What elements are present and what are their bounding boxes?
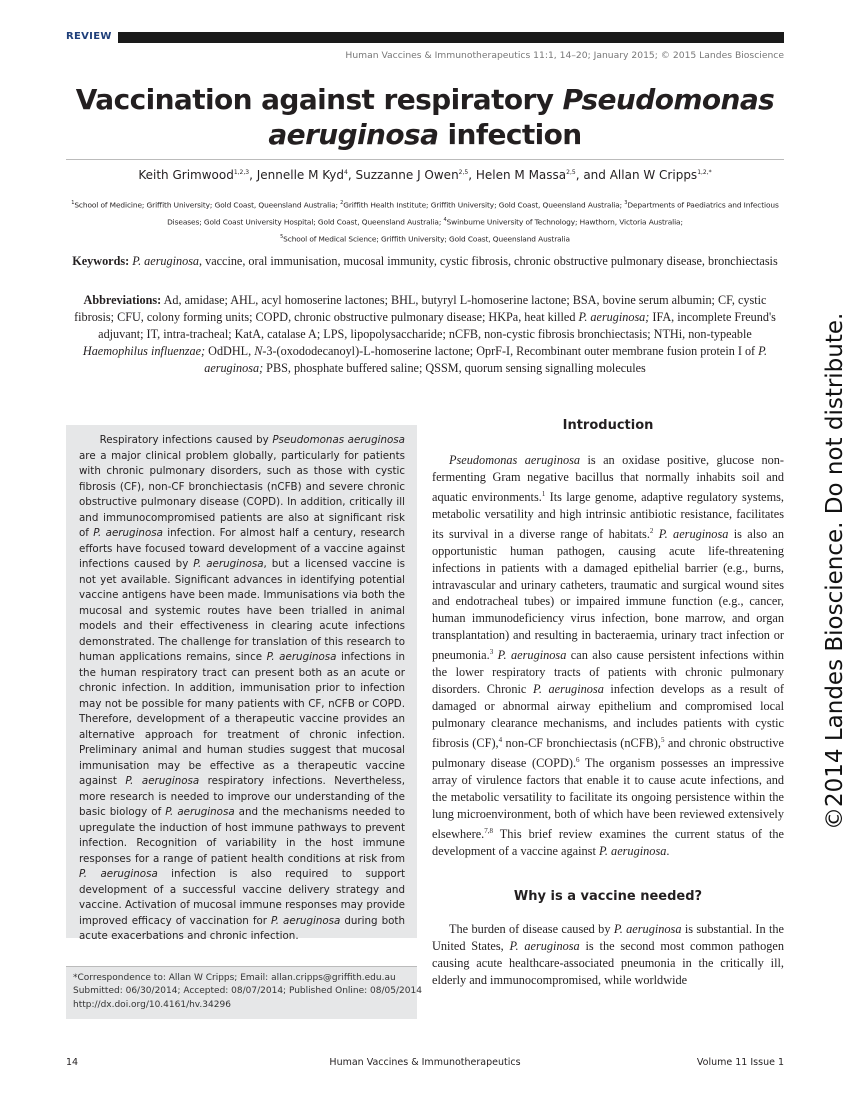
footer-volume: Volume 11 Issue 1 bbox=[696, 1057, 784, 1068]
affiliation-list: $^1$School of Medicine; Griffith University; Gold Coast, Queensland Australia; $^2$Griffith Health Institute; Griffith University; Gold Coast, Queensland Australia; $^3$Departments of Paediatrics and Infectious Diseases; Gold Coast University Hospital; Gold Coast, Queensland Australia; $^4$Swinburne University of Technology; Hawthorn, Victoria Australia; $^5$School of Medical Science; Griffith University; Gold Coast, Queensland Australia bbox=[71, 200, 779, 243]
main-column bbox=[432, 418, 784, 989]
introduction-paragraph: Pseudomonas aeruginosa is an oxidase positive, glucose non-fermenting Gram negative bacillus that normally inhabits soil and aquatic environments.$^1$ Its large genome, adaptive regulatory systems, metabolic versatility and high intrinsic antibiotic resistance, facilitates its survival in a diverse range of habitats.$^2$ P. aeruginosa is also an opportunistic human pathogen, causing acute life-threatening infections in patients with a damaged epithelial barrier (e.g., burns, intravascular and urinary catheters, traumatic and surgical wound sites and endotracheal tubes) or impaired immune function (e.g., cancer, human immunodeficiency virus infection, bone marrow, and organ transplantation) and resulting in bacteraemia, urinary tract infection or pneumonia.$^3$ P. aeruginosa can also cause persistent infections within the lower respiratory tracts of patients with chronic pulmonary disorders. Chronic P. aeruginosa infection develops as a result of damaged or abnormal airway epithelium and compromised local pulmonary clearance mechanisms, and includes patients with cystic fibrosis (CF),$^4$ non-CF bronchiectasis (nCFB),$^5$ and chronic obstructive pulmonary disease (COPD).$^6$ The organism possesses an impressive array of virulence factors that enable it to cause acute infections, and the metabolic versatility to facilitate its ongoing persistence within the lung microenvironment, both of which have been reviewed extensively elsewhere.$^{7,8}$ This brief review examines the current status of the development of a vaccine against P. aeruginosa. bbox=[432, 453, 785, 858]
title-divider bbox=[66, 159, 784, 160]
author-name: Keith Grimwood bbox=[138, 168, 234, 182]
author-name: Suzzanne J Owen bbox=[355, 168, 459, 182]
copyright-watermark: ©2014 Landes Bioscience. Do not distribute. bbox=[822, 312, 848, 830]
correspondence-email[interactable]: *Correspondence to: Allan W Cripps; Email: allan.cripps@griffith.edu.au bbox=[73, 973, 396, 983]
introduction-heading: Introduction bbox=[562, 418, 654, 433]
submission-dates: Submitted: 06/30/2014; Accepted: 08/07/2014; Published Online: 08/05/2014 bbox=[73, 986, 422, 997]
section-label: REVIEW bbox=[66, 31, 112, 42]
why-vaccine-paragraph: The burden of disease caused by P. aeruginosa is substantial. In the United States, P. aeruginosa is the second most common pathogen causing acute healthcare-associated pneumonia in the critically ill, elderly and immunocompromised, while worldwide bbox=[432, 922, 784, 988]
author-list: Keith Grimwood$^{1,2,3}$, Jennelle M Kyd$^4$, Suzzanne J Owen$^{2,5}$, Helen M Massa$^{2,5}$, and Allan W Cripps$^{1,2,*}$ bbox=[138, 168, 712, 182]
author-name: Allan W Cripps bbox=[609, 168, 698, 182]
doi-link[interactable]: http://dx.doi.org/10.4161/hv.34296 bbox=[73, 999, 231, 1010]
why-vaccine-heading: Why is a vaccine needed? bbox=[513, 889, 703, 905]
abstract-text: Respiratory infections caused by Pseudomonas aeruginosa are a major clinical problem globally, particularly for patients with chronic pulmonary disorders, such as those with cystic fibrosis (CF), non-CF bronchiectasis (nCFB) and severe chronic obstructive pulmonary disease (COPD). In addition, critically ill and immunocompromised patients are also at significant risk of P. aeruginosa infection. For almost half a century, research efforts have focused toward development of a vaccine against infections caused by P. aeruginosa, but a licensed vaccine is not yet available. Significant advances in identifying potential vaccine antigens have been made. Immunisations via both the mucosal and systemic routes have been trialled in animal models and their effectiveness in clearing acute infections demonstrated. The challenge for translation of this research to human applications remains, since P. aeruginosa infections in the human respiratory tract can present both as an acute or chronic infection. In addition, immunisation prior to infection may not be possible for many patients with CF, nCFB or COPD. Therefore, development of a therapeutic vaccine provides an alternative approach for treatment of chronic infection. Preliminary animal and human studies suggest that mucosal immunisation may be effective as a therapeutic vaccine against P. aeruginosa respiratory infections. Nevertheless, more research is needed to improve our understanding of the basic biology of P. aeruginosa and the mechanisms needed to upregulate the induction of host immune pathways to prevent infection. Recognition of variability in the host immune responses for a range of patient health conditions at risk from P. aeruginosa infection is also required to support development of a successful vaccine delivery strategy and vaccine. Activation of mucosal immune responses may provide improved efficacy of vaccination for P. aeruginosa during both acute exacerbations and chronic infection. bbox=[79, 434, 406, 942]
author-name: Helen M Massa bbox=[475, 168, 567, 182]
author-name: Jennelle M Kyd bbox=[256, 168, 345, 182]
abbreviations: Abbreviations: Ad, amidase; AHL, acyl homoserine lactones; BHL, butyryl L-homoserine lactone; BSA, bovine serum albumin; CF, cystic fibrosis; CFU, colony forming units; COPD, chronic obstructive pulmonary disease; HKPa, heat killed P. aeruginosa; IFA, incomplete Freund's adjuvant; IT, intra-tracheal; KatA, catalase A; LPS, lipopolysaccharide; nCFB, non-cystic fibrosis bronchiectasis; NTHi, non-typeable Haemophilus influenzae; OdDHL, N-3-(oxododecanoyl)-L-homoserine lactone; OprF-I, Recombinant outer membrane fusion protein I of P. aeruginosa; PBS, phosphate buffered saline; QSSM, quorum sensing signalling molecules bbox=[74, 293, 776, 375]
footer-journal: Human Vaccines & Immunotherapeutics bbox=[329, 1057, 521, 1068]
page-number: 14 bbox=[66, 1057, 79, 1068]
correspondence-info bbox=[73, 972, 422, 1012]
keywords: Keywords: P. aeruginosa, vaccine, oral immunisation, mucosal immunity, cystic fibrosis, chronic obstructive pulmonary disease, bronchiectasis bbox=[72, 254, 778, 268]
header-bar bbox=[118, 32, 784, 43]
journal-citation: Human Vaccines & Immunotherapeutics 11:1, 14–20; January 2015; © 2015 Landes Bioscience bbox=[345, 50, 784, 61]
article-title: Vaccination against respiratory Pseudomonas aeruginosa infection bbox=[75, 83, 775, 151]
